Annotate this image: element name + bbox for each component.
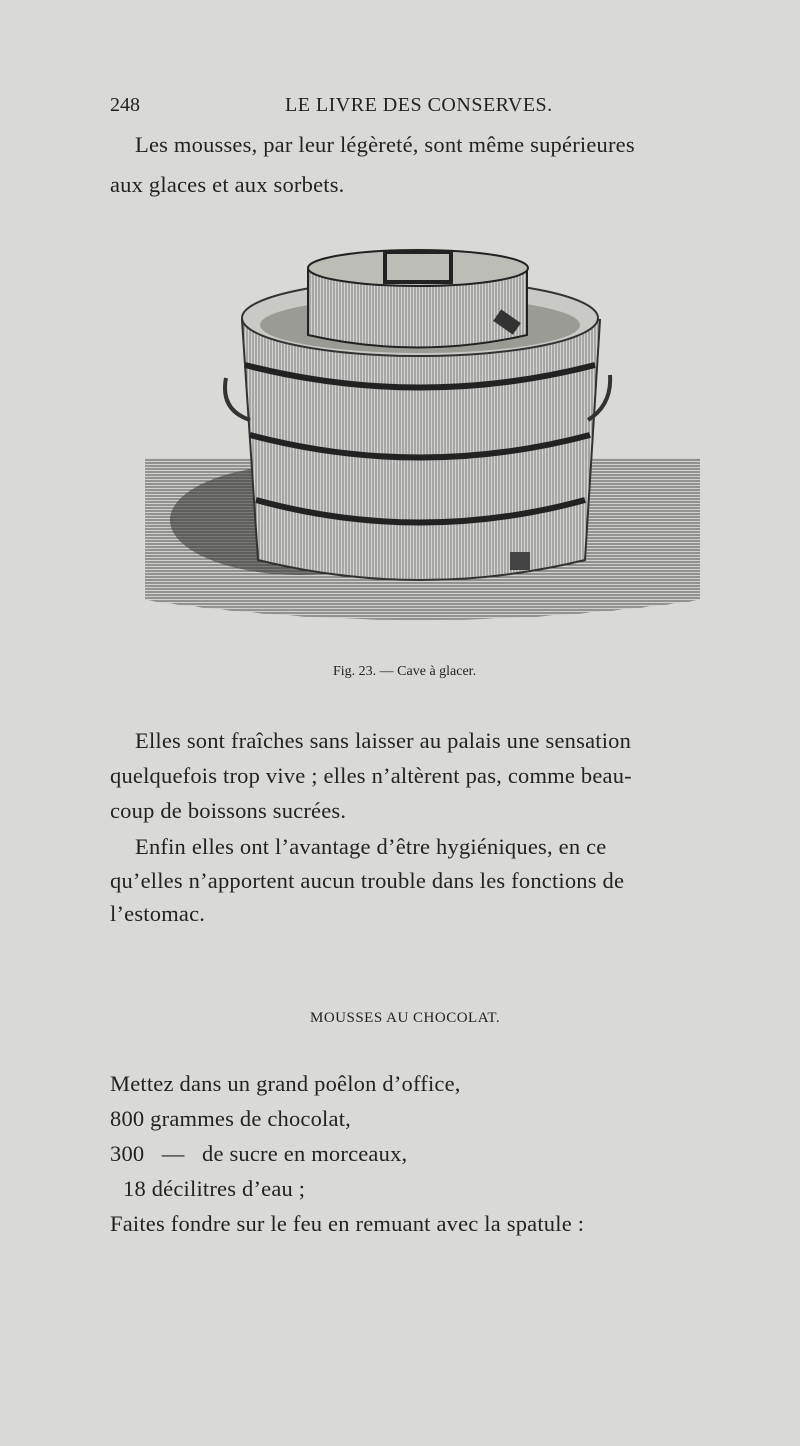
body-line: coup de boissons sucrées. bbox=[110, 798, 347, 823]
intro-line: Les mousses, par leur légèreté, sont même supérieures bbox=[135, 132, 635, 157]
recipe-line: Faites fondre sur le feu en remuant avec la spatule : bbox=[110, 1211, 585, 1236]
recipe-line: 300 — de sucre en morceaux, bbox=[110, 1141, 408, 1166]
body-line: qu’elles n’apportent aucun trouble dans les fonctions de bbox=[110, 868, 625, 893]
recipe-line: Mettez dans un grand poêlon d’office, bbox=[110, 1071, 461, 1096]
running-title: LE LIVRE DES CONSERVES. bbox=[285, 94, 553, 116]
inner-ice-pot bbox=[308, 250, 528, 348]
body-line: Elles sont fraîches sans laisser au palais une sensation bbox=[135, 728, 632, 753]
body-line: quelquefois trop vive ; elles n’altèrent pas, comme beau- bbox=[110, 763, 632, 788]
intro-line: aux glaces et aux sorbets. bbox=[110, 172, 345, 197]
recipe-line: 18 décilitres d’eau ; bbox=[123, 1176, 306, 1201]
figure-caption: Fig. 23. — Cave à glacer. bbox=[333, 664, 477, 679]
page-number: 248 bbox=[110, 94, 140, 116]
ice-cellar-illustration bbox=[0, 0, 800, 640]
body-line: l’estomac. bbox=[110, 901, 206, 926]
recipe-line: 800 grammes de chocolat, bbox=[110, 1106, 351, 1131]
recipe-title: MOUSSES AU CHOCOLAT. bbox=[310, 1010, 501, 1026]
body-line: Enfin elles ont l’avantage d’être hygiéniques, en ce bbox=[135, 834, 607, 859]
